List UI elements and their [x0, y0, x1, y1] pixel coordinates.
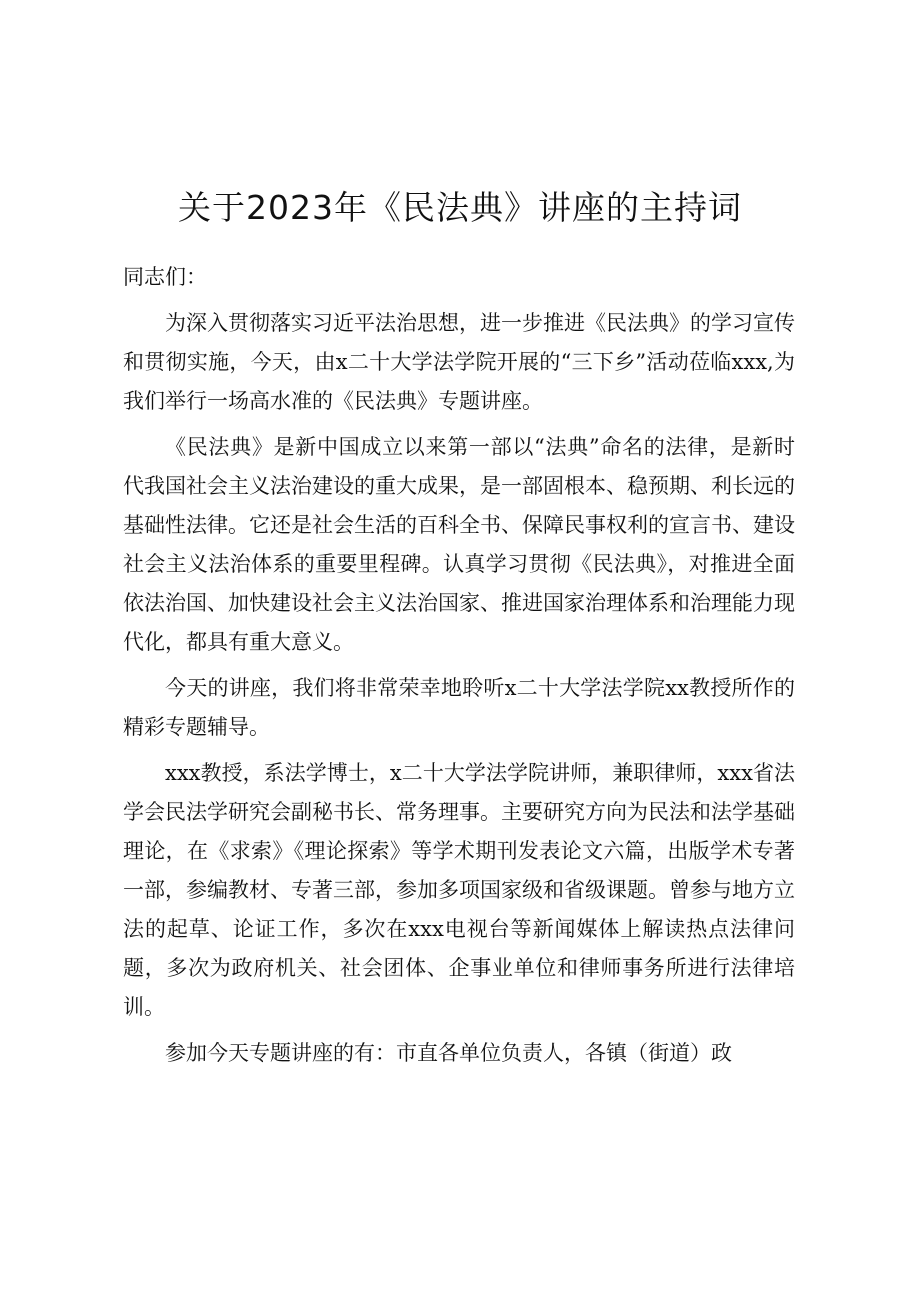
- salutation: 同志们：: [123, 265, 207, 289]
- document-title: 关于2023年《民法典》讲座的主持词: [178, 188, 742, 227]
- document-body: [123, 258, 795, 1080]
- paragraph-speaker-bio: xxx教授，系法学博士，x二十大学法学院讲师，兼职律师，xxx省法学会民法学研究会副秘书长、常务理事。主要研究方向为民法和法学基础理论，在《求索》《理论探索》等学术期刊发表论文六篇，出版学术专著一部，参编教材、专著三部，参加多项国家级和省级课题。曾参与地方立法的起草、论证工作，多次在xxx电视台等新闻媒体上解读热点法律问题，多次为政府机关、社会团体、企事业单位和律师事务所进行法律培训。: [123, 761, 795, 1019]
- paragraph-civil-code-significance: 《民法典》是新中国成立以来第一部以“法典”命名的法律，是新时代我国社会主义法治建设的重大成果，是一部固根本、稳预期、利长远的基础性法律。它还是社会生活的百科全书、保障民事权利的宣言书、建设社会主义法治体系的重要里程碑。认真学习贯彻《民法典》，对推进全面依法治国、加快建设社会主义法治国家、推进国家治理体系和治理能力现代化，都具有重大意义。: [123, 435, 795, 654]
- paragraph-lecture-intro: 今天的讲座，我们将非常荣幸地聆听x二十大学法学院xx教授所作的精彩专题辅导。: [123, 676, 795, 739]
- paragraph-intro: 为深入贯彻落实习近平法治思想，进一步推进《民法典》的学习宣传和贯彻实施，今天，由x二十大学法学院开展的“三下乡”活动莅临xxx,为我们举行一场高水准的《民法典》专题讲座。: [123, 311, 795, 413]
- paragraph-attendees: 参加今天专题讲座的有：市直各单位负责人，各镇（街道）政: [165, 1041, 732, 1065]
